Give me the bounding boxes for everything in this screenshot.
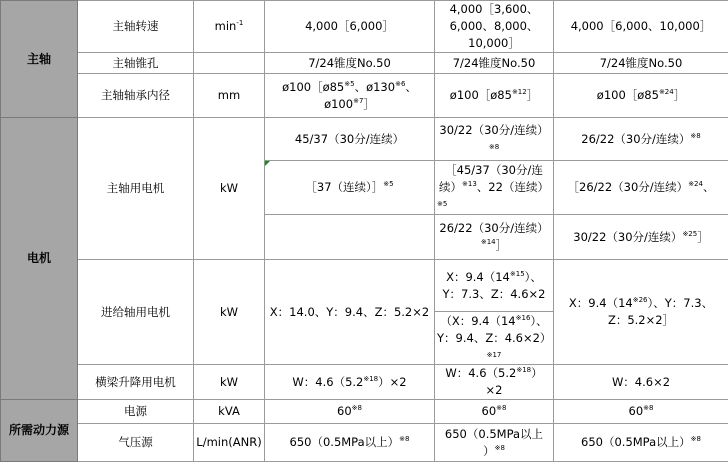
value-cell: ø100［ø85$^{※5}$、ø130$^{※6}$、 ø100$^{※7}$］ [265,74,435,118]
category-motor: 电机 [1,118,78,400]
unit-cell: mm [194,74,265,118]
value-cell: 7/24锥度No.50 [435,53,554,74]
row-bearing [1,74,728,118]
row-spindle-taper [1,53,728,74]
item-label: 主轴用电机 [78,118,194,260]
unit-cell: kW [194,365,265,400]
unit-cell: kVA [194,400,265,424]
value-cell: ø100［ø85$^{※24}$］ [554,74,728,118]
row-power-supply [1,400,728,424]
unit-cell: $\min^{-1}$ [194,1,265,53]
value-cell: W：$4.6(5.2^{※18})\times 2$ [435,365,554,400]
value-cell: 4,000［3,600、 6,000、8,000、 10,000］ [435,1,554,53]
item-label: 电源 [78,400,194,424]
category-power: 所需动力源 [1,400,78,462]
value-cell: 650（0.5MPa以上）$^{※8}$ [265,424,435,462]
value-cell: 4,000［6,000、10,000］ [554,1,728,53]
value-cell: X：14.0、Y：9.4、Z：5.2×2 [265,260,435,365]
item-label: 气压源 [78,424,194,462]
value-cell: 26/22（30分/连续）$^{※8}$ [554,118,728,161]
item-label: 主轴转速 [78,1,194,53]
unit-cell [194,53,265,74]
row-spindle-speed [1,1,728,53]
row-spindle-motor-1 [1,118,728,161]
item-label: 进给轴用电机 [78,260,194,365]
value-cell: ø100［ø85$^{※12}$］ [435,74,554,118]
value-cell: X：9.4（14$^{※26}$）、Y：7.3、 Z：5.2×2］ [554,260,728,365]
value-cell: X：9.4（14$^{※15}$）、 Y：7.3、Z：4.6×2 [435,260,554,312]
value-cell: 4,000［6,000］ [265,1,435,53]
unit-cell: kW [194,118,265,260]
item-label: 横梁升降用电机 [78,365,194,400]
value-cell: （X：9.4（14$^{※16}$）、 Y：9.4、Z：4.6×2） ※17 [435,312,554,365]
item-label: 主轴轴承内径 [78,74,194,118]
value-cell: 7/24锥度No.50 [554,53,728,74]
value-cell [265,215,435,260]
value-cell: 650（0.5MPa以上）$^{※8}$ [554,424,728,462]
value-cell: 26/22（30分/连续） $^{※14}$］ [435,215,554,260]
value-cell: 30/22（30分/连续）$^{※25}$］ [554,215,728,260]
value-cell: 7/24锥度No.50 [265,53,435,74]
value-cell: 60$^{※8}$ [554,400,728,424]
row-feed-motor-1 [1,260,728,312]
value-cell: 60$^{※8}$ [435,400,554,424]
value-cell: W：$4.6(5.2^{※18})\times 2$ [265,365,435,400]
value-cell: W：4.6×2 [554,365,728,400]
value-cell: 60$^{※8}$ [265,400,435,424]
category-spindle: 主轴 [1,1,78,118]
value-cell: 650（0.5MPa以上 ）$^{※8}$ [435,424,554,462]
value-cell: ［37（连续）］$^{※5}$ [265,161,435,215]
row-crossbeam [1,365,728,400]
value-cell: ［45/37（30分/连 续）$^{※13}$、22（连续） ※5 [435,161,554,215]
value-cell: 45/37（30分/连续） [265,118,435,161]
unit-cell: L/min(ANR) [194,424,265,462]
cell-marker-icon [265,161,270,166]
unit-cell: kW [194,260,265,365]
value-cell: 30/22（30分/连续） ※8 [435,118,554,161]
row-air-supply [1,424,728,462]
item-label: 主轴锥孔 [78,53,194,74]
value-cell: ［26/22（30分/连续）$^{※24}$、 [554,161,728,215]
